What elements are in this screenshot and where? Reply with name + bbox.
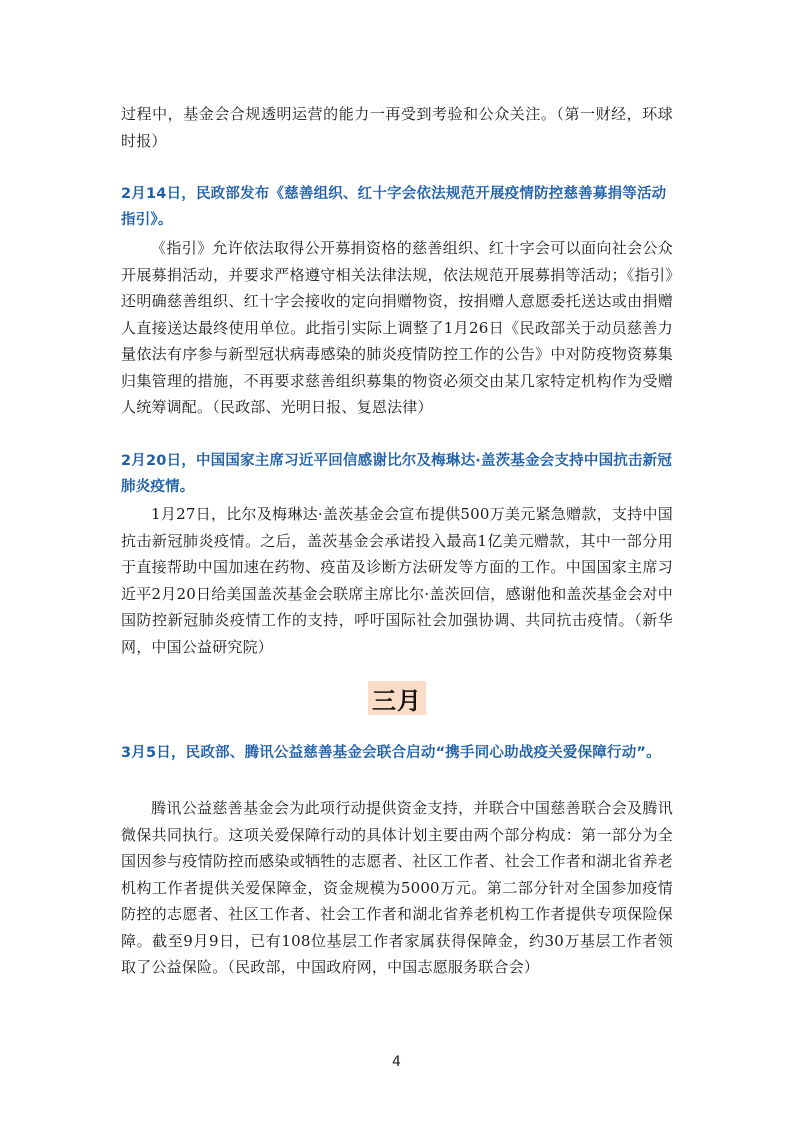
entry-body-mar-5: 腾讯公益慈善基金会为此项行动提供资金支持，并联合中国慈善联合会及腾讯微保共同执行。这项关爱保障行动的具体计划主要由两个部分构成：第一部分为全国因参与疫情防控而感染或牺牲的志愿者、社区工作者、社会工作者和湖北省养老机构工作者提供关爱保障金，资金规模为5000万元。第二部分针对全国参加疫情防控的志愿者、社区工作者、社会工作者和湖北省养老机构工作者提供专项保险保障。截至9月9日，已有108位基层工作者家属获得保障金，约30万基层工作者领取了公益保险。（民政部，中国政府网，中国志愿服务联合会） [121,799,673,976]
entry-body-feb-20: 1月27日，比尔及梅琳达·盖茨基金会宣布提供500万美元紧急赠款，支持中国抗击新冠肺炎疫情。之后，盖茨基金会承诺投入最高1亿美元赠款，其中一部分用于直接帮助中国加速在药物、疫苗及诊断方法研发等方面的工作。中国国家主席习近平2月20日给美国盖茨基金会联席主席比尔·盖茨回信，感谢他和盖茨基金会对中国防控新冠肺炎疫情工作的支持，呼吁国际社会加强协调、共同抗击疫情。（新华网，中国公益研究院） [121,505,673,656]
month-header-march: 三月 [368,681,426,715]
entry-heading-mar-5: 3月5日，民政部、腾讯公益慈善基金会联合启动“携手同心助战疫关爱保障行动”。 [121,745,661,761]
entry-body-feb-14: 《指引》允许依法取得公开募捐资格的慈善组织、红十字会可以面向社会公众开展募捐活动，并要求严格遵守相关法律法规，依法规范开展募捐等活动；《指引》还明确慈善组织、红十字会接收的定向捐赠物资，按捐赠人意愿委托送达或由捐赠人直接送达最终使用单位。此指引实际上调整了1月26日《民政部关于动员慈善力量依法有序参与新型冠状病毒感染的肺炎疫情防控工作的公告》中对防疫物资募集归集管理的措施，不再要求慈善组织募集的物资必须交由某几家特定机构作为受赠人统筹调配。（民政部、光明日报、复恩法律） [121,239,673,416]
intro-paragraph: 过程中，基金会合规透明运营的能力一再受到考验和公众关注。（第一财经，环球时报） [121,105,673,150]
entry-heading-feb-20: 2月20日，中国国家主席习近平回信感谢比尔及梅琳达·盖茨基金会支持中国抗击新冠肺炎疫情。 [121,453,673,495]
page-number: 4 [392,1054,401,1070]
entry-heading-feb-14: 2月14日，民政部发布《慈善组织、红十字会依法规范开展疫情防控慈善募捐等活动指引》。 [121,186,667,228]
